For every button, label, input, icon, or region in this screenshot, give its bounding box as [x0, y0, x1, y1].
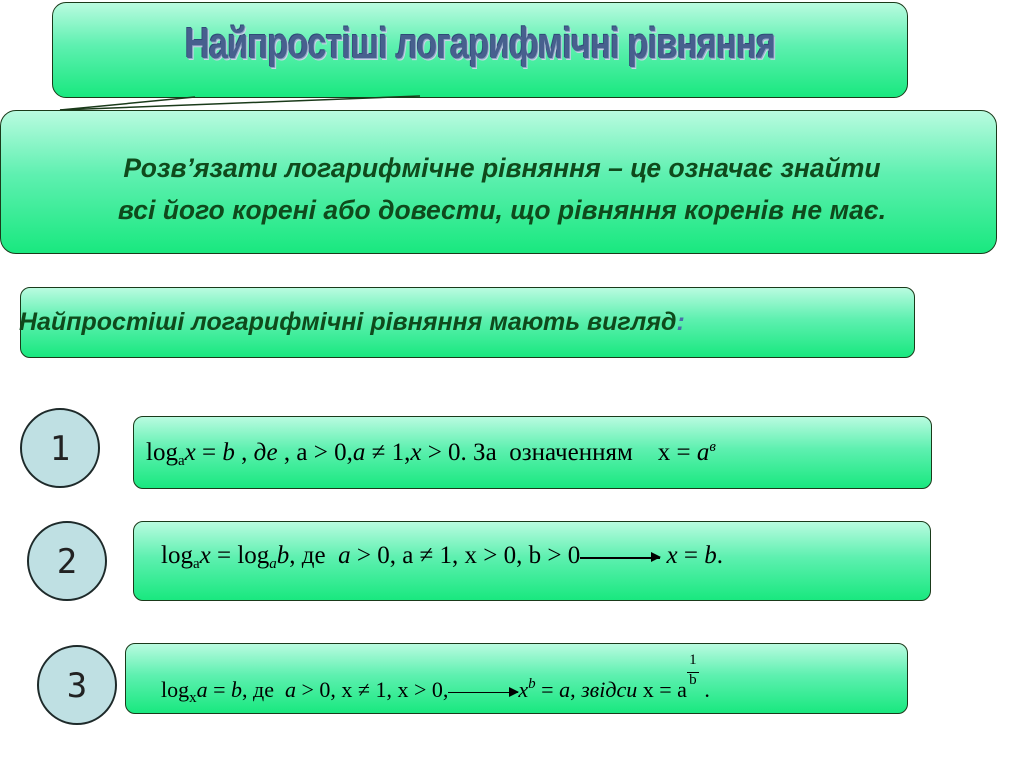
definition-line-2: всі його корені або довести, що рівняння коренів не має.	[117, 195, 887, 225]
item-number-3: 3	[37, 645, 117, 725]
formula-3: $\log_xa = b$, де a > 0, x ≠ 1, x > 0, $x^b = a$, звідси x = a $\frac{1}{b}$ .	[161, 652, 710, 706]
item-number-2: 2	[27, 521, 107, 601]
definition-box	[0, 110, 997, 254]
formula-box-1	[133, 416, 932, 489]
definition-line-1: Розв’язати логарифмічне рівняння – це означає знайти	[123, 153, 881, 183]
intro-colon: :	[676, 308, 685, 336]
formula-box-3	[125, 643, 908, 714]
arrow-icon	[580, 547, 660, 567]
item-number-1: 1	[20, 408, 100, 488]
formula-2: $\log_ax = \log_ab$, де a > 0, a ≠ 1, x > 0, b > 0 x = b.	[161, 542, 723, 572]
definition-text	[5, 147, 999, 231]
formula-box-2	[133, 521, 931, 601]
exponent-fraction: $\frac{1}{b}$	[687, 658, 699, 682]
arrow-icon	[448, 683, 518, 701]
intro-label: Найпростіші логарифмічні рівняння мають вигляд	[19, 308, 677, 336]
slide-title: Найпростіші логарифмічні рівняння	[184, 19, 776, 68]
callout-pointer	[0, 0, 1024, 120]
intro-box	[20, 287, 915, 358]
intro-text	[19, 308, 685, 337]
formula-1: $\log_ax = b$ , де , a > 0,a ≠ 1,x > 0. За означенням $x = a^в$	[146, 439, 716, 469]
